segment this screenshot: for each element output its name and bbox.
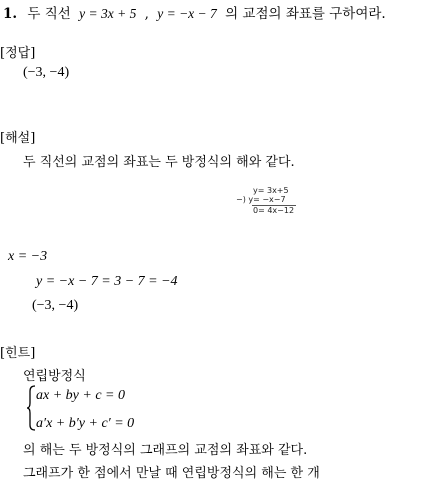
hint-label: [힌트] [0, 346, 36, 361]
figure-line-2: −) y= −x−7 [236, 195, 286, 204]
y-calculation: y = −x − 7 = 3 − 7 = −4 [36, 274, 178, 289]
explanation-final: (−3, −4) [32, 298, 79, 313]
problem-equation-2: y = −x − 7 [157, 6, 217, 21]
x-result: x = −3 [8, 249, 48, 264]
figure-line-1: y= 3x+5 [253, 186, 289, 195]
subtraction-figure [236, 186, 306, 222]
problem-text-after: 의 교점의 좌표를 구하여라. [225, 6, 386, 22]
hint-line-1: 의 해는 두 방정식의 그래프의 교점의 좌표와 같다. [23, 443, 308, 458]
system-equation-1: ax + by + c = 0 [36, 388, 125, 403]
figure-line-3: 0= 4x−12 [253, 206, 295, 215]
answer-value: (−3, −4) [23, 65, 70, 80]
problem-text-before: 두 직선 [27, 6, 71, 22]
system-brace [26, 385, 36, 431]
hint-title: 연립방정식 [23, 369, 86, 384]
answer-label: [정답] [0, 46, 36, 61]
explanation-label: [해설] [0, 131, 36, 146]
hint-line-2: 그래프가 한 점에서 만날 때 연립방정식의 해는 한 개 [23, 466, 320, 481]
problem-equation-1: y = 3x + 5 [79, 6, 137, 21]
problem-statement [3, 2, 386, 22]
system-equation-2: a′x + b′y + c′ = 0 [36, 416, 135, 431]
problem-number: 1. [3, 6, 18, 22]
problem-separator: , [144, 6, 149, 22]
explanation-intro: 두 직선의 교점의 좌표는 두 방정식의 해와 같다. [23, 155, 295, 170]
